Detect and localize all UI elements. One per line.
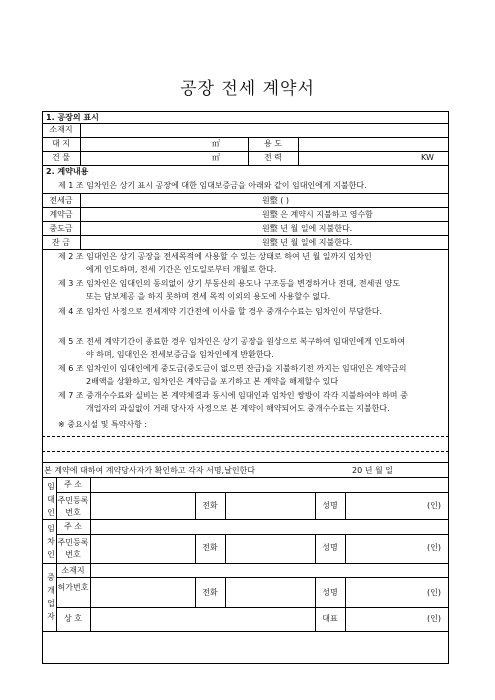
power-label: 전 력 [264,153,282,162]
special-terms-label: ※ 중요시설 및 특약사항 : [58,420,148,429]
section1-heading: 1. 공장의 표시 [46,113,99,122]
contract-line: 원整 은 계약시 지불하고 영수함 [262,210,373,219]
article-7-line2: 개업자의 과실없이 거래 당사자 사정으로 본 계약이 해약되어도 중개수수료는 지불한다. [86,404,390,413]
lessor-id-label: 주민등록번호 [57,496,89,517]
col-line [80,193,81,249]
building-label: 건 물 [52,153,70,162]
article-6-line2: 2배액을 상환하고, 임차인은 계약금을 포기하고 본 계약을 해제할수 있다 [86,377,339,386]
article-4: 제 4 조 임차인 사정으로 전세계약 기간전에 이사를 할 경우 중개수수료는 임차인이 부담한다. [58,307,383,316]
divider [56,577,449,578]
col-line [195,534,196,563]
divider [42,631,449,632]
agent-label: 중개업자 [47,573,55,621]
power-unit: KW [421,153,434,162]
col-line [315,534,316,563]
lessee-name-label: 성명 [322,543,338,552]
article-3-line1: 제 3 조 임차인은 임대인의 동의없이 상기 부동산의 용도나 구조등을 변경하거나 전대, 전세권 양도 [58,279,401,288]
divider [42,137,449,138]
divider [42,563,449,564]
lessee-label: 임차인 [47,524,55,559]
col-line [315,492,316,519]
divider [42,165,449,166]
article-1: 제 1 조 임차인은 상기 표시 공장에 대한 임대보증금을 아래와 같이 임대인에게 지불한다. [58,181,367,190]
agent-trade-label: 상 호 [64,614,82,623]
article-6-line1: 제 6 조 임차인이 임대인에게 중도금(중도금이 없으면 잔금)을 지불하기전 까지는 임대인은 계약금의 [58,364,407,373]
col-line [345,534,346,563]
agent-phone-label: 전화 [202,588,218,597]
lessee-seal: (인) [427,543,441,552]
agent-seal: (인) [427,588,441,597]
col-line [298,137,299,165]
lessee-id-label: 주민등록번호 [57,538,89,559]
article-2-line1: 제 2 조 임대인은 상기 공장을 전세목적에 사용할 수 있는 상태로 하여 년 월 일까지 임차인 [58,252,372,261]
divider [42,235,449,236]
special-terms-line [42,451,449,452]
divider [42,207,449,208]
divider [42,221,449,222]
land-label: 대 지 [52,139,70,148]
contract-date: 20 년 월 일 [352,466,393,475]
article-5-line1: 제 5 조 전세 계약기간이 종료한 경우 임차인은 상기 공장을 원상으로 복구하여 임대인에게 인도하여 [58,337,406,346]
lessor-name-label: 성명 [322,501,338,510]
building-area-unit: ㎡ [212,153,220,162]
deposit-label: 전세금 [49,196,73,205]
col-line [195,492,196,519]
divider [42,123,449,124]
divider [42,249,449,250]
col-line [345,492,346,519]
divider [56,607,449,608]
col-line [225,534,226,563]
col-line [225,492,226,519]
article-5-line2: 야 하며, 임대인은 전세보증금을 임차인에게 반환한다. [86,350,274,359]
location-label: 소재지 [49,125,73,134]
agent-location-label: 소재지 [61,566,85,575]
lessee-phone-label: 전화 [202,543,218,552]
lessor-label: 임대인 [47,482,55,517]
middle-line: 원整 년 월 일에 지불한다. [262,224,353,233]
land-area-unit: ㎡ [212,139,220,148]
divider [56,492,449,493]
lessor-seal: (인) [427,501,441,510]
section2-heading: 2. 계약내용 [46,167,89,176]
article-7-line1: 제 7 조 중개수수료와 실비는 본 계약체결과 동시에 임대인과 임차인 쌍방이 각각 지불하여야 하며 중 [58,391,408,400]
divider [42,193,449,194]
agent-rep-seal: (인) [427,614,441,623]
divider [42,151,449,152]
lessor-address-label: 주 소 [64,480,82,489]
col-line [248,137,249,165]
middle-label: 중도금 [49,224,73,233]
lessor-phone-label: 전화 [202,501,218,510]
agent-name-label: 성명 [322,588,338,597]
divider [56,534,449,535]
col-line [315,577,316,631]
col-line [90,477,91,631]
use-label: 용 도 [264,139,282,148]
article-3-line2: 또는 담보제공 을 하지 못하며 전세 목적 이외의 용도에 사용할수 없다. [86,292,331,301]
col-line [345,577,346,631]
article-2-line2: 에게 인도하며, 전세 기간은 인도일로부터 개월로 한다. [86,265,277,274]
balance-label: 잔 금 [52,238,70,247]
col-line [80,123,81,165]
col-line [225,577,226,607]
col-line [56,477,57,631]
confirmation-text: 본 계약에 대하여 계약당사자가 확인하고 각자 서명,날인한다 [44,466,255,475]
contract-label: 계약금 [49,210,73,219]
col-line [195,577,196,607]
agent-license-label: 허가번호 [57,583,89,592]
special-terms-line [42,436,449,437]
divider [42,477,449,478]
deposit-line: 원整 ( ) [262,196,290,205]
agent-rep-label: 대표 [322,614,338,623]
lessee-address-label: 주 소 [64,522,82,531]
divider [42,462,449,463]
page-title: 공장 전세 계약서 [180,79,315,99]
balance-line: 원整 년 월 일에 지불한다. [262,238,353,247]
divider [42,519,449,520]
